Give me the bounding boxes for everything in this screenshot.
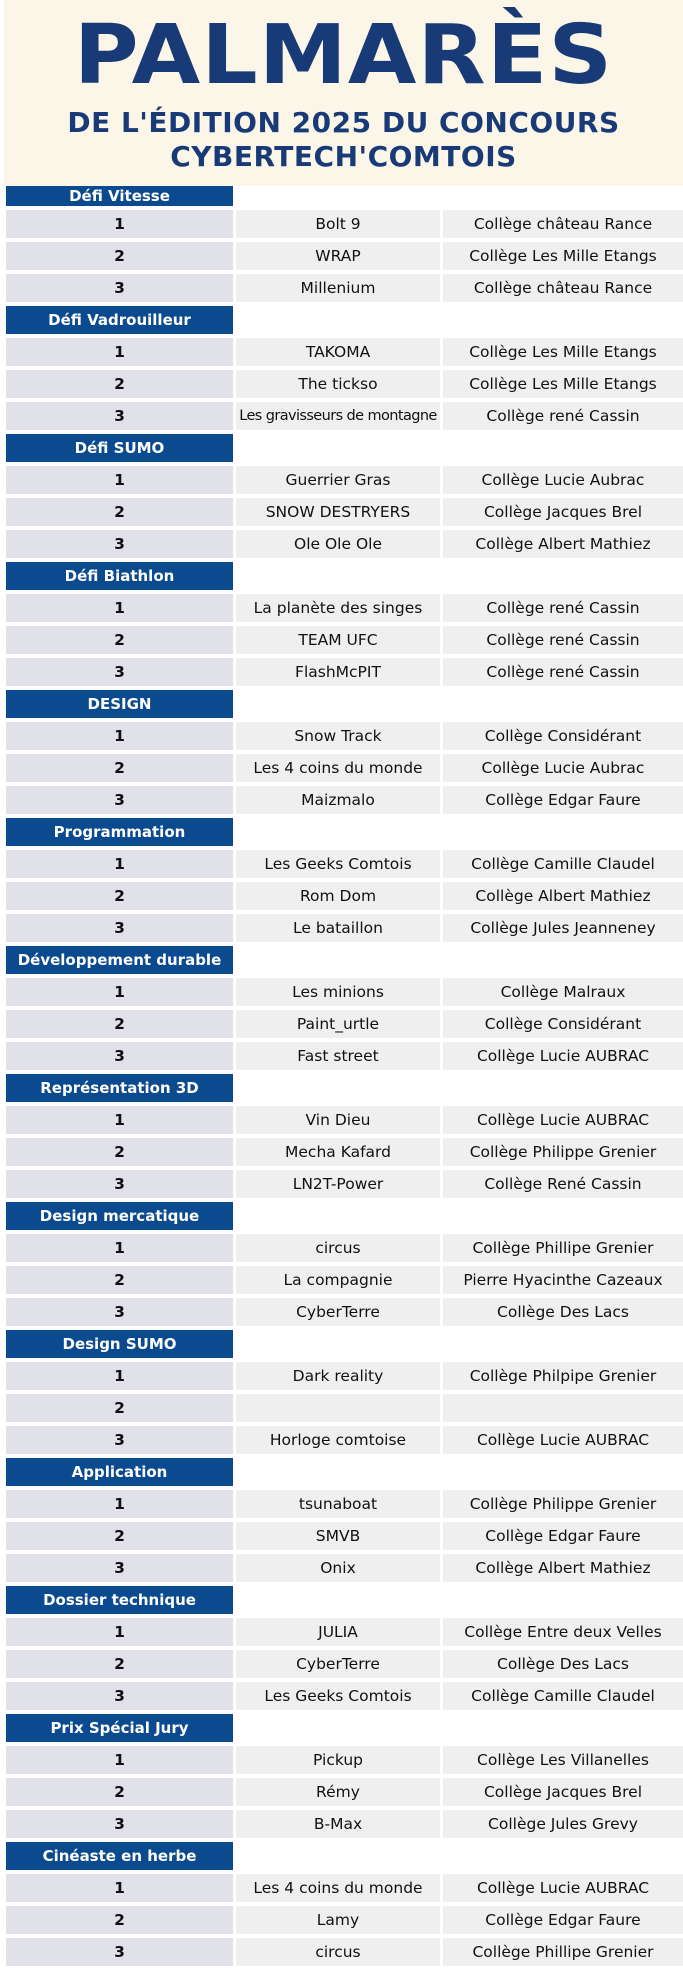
result-row bbox=[0, 338, 683, 370]
header-banner bbox=[4, 0, 683, 186]
rank-cell: 1 bbox=[6, 1234, 233, 1262]
result-row bbox=[0, 594, 683, 626]
result-row bbox=[0, 1650, 683, 1682]
result-row bbox=[0, 850, 683, 882]
category-header-row bbox=[0, 690, 683, 722]
rank-cell: 1 bbox=[6, 594, 233, 622]
rank-cell: 3 bbox=[6, 1810, 233, 1838]
rank-cell: 2 bbox=[6, 1906, 233, 1934]
rank-cell: 3 bbox=[6, 1682, 233, 1710]
category-header-row bbox=[0, 1074, 683, 1106]
team-cell: TEAM UFC bbox=[236, 626, 440, 654]
team-cell: CyberTerre bbox=[236, 1650, 440, 1678]
rank-cell: 2 bbox=[6, 1522, 233, 1550]
school-cell: Collège Phillipe Grenier bbox=[443, 1234, 683, 1262]
rank-cell: 1 bbox=[6, 338, 233, 366]
result-row bbox=[0, 498, 683, 530]
team-cell: Maizmalo bbox=[236, 786, 440, 814]
school-cell: Collège Jacques Brel bbox=[443, 1778, 683, 1806]
result-row bbox=[0, 658, 683, 690]
result-row bbox=[0, 530, 683, 562]
category-title: Cinéaste en herbe bbox=[6, 1842, 233, 1870]
rank-cell: 1 bbox=[6, 1106, 233, 1134]
category-title: DESIGN bbox=[6, 690, 233, 718]
result-row bbox=[0, 1234, 683, 1266]
result-row bbox=[0, 1394, 683, 1426]
school-cell: Collège rené Cassin bbox=[443, 402, 683, 430]
team-cell: Guerrier Gras bbox=[236, 466, 440, 494]
category-header-row bbox=[0, 434, 683, 466]
category-title: Dossier technique bbox=[6, 1586, 233, 1614]
result-row bbox=[0, 882, 683, 914]
category-header-row bbox=[0, 306, 683, 338]
team-cell: SMVB bbox=[236, 1522, 440, 1550]
category-title: Programmation bbox=[6, 818, 233, 846]
team-cell: FlashMcPIT bbox=[236, 658, 440, 686]
team-cell: Les 4 coins du monde bbox=[236, 1874, 440, 1902]
team-cell: TAKOMA bbox=[236, 338, 440, 366]
category-title: Application bbox=[6, 1458, 233, 1486]
category-header-row bbox=[0, 1458, 683, 1490]
team-cell: WRAP bbox=[236, 242, 440, 270]
rank-cell: 2 bbox=[6, 1010, 233, 1038]
result-row bbox=[0, 1554, 683, 1586]
rank-cell: 2 bbox=[6, 626, 233, 654]
school-cell: Collège Lucie Aubrac bbox=[443, 754, 683, 782]
rank-cell: 2 bbox=[6, 882, 233, 910]
team-cell: Onix bbox=[236, 1554, 440, 1582]
team-cell: Dark reality bbox=[236, 1362, 440, 1390]
rank-cell: 1 bbox=[6, 978, 233, 1006]
result-row bbox=[0, 1938, 683, 1970]
result-row bbox=[0, 914, 683, 946]
result-row bbox=[0, 1138, 683, 1170]
result-row bbox=[0, 274, 683, 306]
school-cell: Collège Jules Jeanneney bbox=[443, 914, 683, 942]
team-cell: Mecha Kafard bbox=[236, 1138, 440, 1166]
team-cell: tsunaboat bbox=[236, 1490, 440, 1518]
result-row bbox=[0, 1874, 683, 1906]
category-header-row bbox=[0, 946, 683, 978]
school-cell: Collège Les Mille Etangs bbox=[443, 242, 683, 270]
result-row bbox=[0, 1810, 683, 1842]
rank-cell: 2 bbox=[6, 754, 233, 782]
school-cell: Pierre Hyacinthe Cazeaux bbox=[443, 1266, 683, 1294]
rank-cell: 2 bbox=[6, 1650, 233, 1678]
category-header-row bbox=[0, 1202, 683, 1234]
result-row bbox=[0, 1170, 683, 1202]
rank-cell: 1 bbox=[6, 1490, 233, 1518]
team-cell: Rémy bbox=[236, 1778, 440, 1806]
rank-cell: 1 bbox=[6, 1618, 233, 1646]
school-cell: Collège Phillipe Grenier bbox=[443, 1938, 683, 1966]
team-cell: The tickso bbox=[236, 370, 440, 398]
school-cell: Collège Philippe Grenier bbox=[443, 1490, 683, 1518]
rank-cell: 2 bbox=[6, 1778, 233, 1806]
school-cell: Collège Albert Mathiez bbox=[443, 530, 683, 558]
category-title: Défi Vitesse bbox=[6, 186, 233, 206]
page-subtitle-line1: DE L'ÉDITION 2025 DU CONCOURS bbox=[67, 106, 620, 139]
result-row bbox=[0, 1010, 683, 1042]
team-cell: Pickup bbox=[236, 1746, 440, 1774]
result-row bbox=[0, 978, 683, 1010]
page-title: PALMARÈS bbox=[73, 8, 614, 103]
category-title: Développement durable bbox=[6, 946, 233, 974]
rank-cell: 1 bbox=[6, 1362, 233, 1390]
school-cell: Collège Lucie AUBRAC bbox=[443, 1874, 683, 1902]
rank-cell: 3 bbox=[6, 786, 233, 814]
school-cell: Collège Des Lacs bbox=[443, 1650, 683, 1678]
category-header-row bbox=[0, 1586, 683, 1618]
school-cell: Collège château Rance bbox=[443, 210, 683, 238]
team-cell: Horloge comtoise bbox=[236, 1426, 440, 1454]
team-cell: Vin Dieu bbox=[236, 1106, 440, 1134]
category-title: Défi Biathlon bbox=[6, 562, 233, 590]
result-row bbox=[0, 1618, 683, 1650]
rank-cell: 2 bbox=[6, 242, 233, 270]
team-cell: SNOW DESTRYERS bbox=[236, 498, 440, 526]
team-cell: Les gravisseurs de montagne bbox=[236, 402, 440, 430]
rank-cell: 3 bbox=[6, 658, 233, 686]
result-row bbox=[0, 722, 683, 754]
rank-cell: 1 bbox=[6, 466, 233, 494]
result-row bbox=[0, 1906, 683, 1938]
school-cell: Collège Des Lacs bbox=[443, 1298, 683, 1326]
team-cell: B-Max bbox=[236, 1810, 440, 1838]
result-row bbox=[0, 1266, 683, 1298]
school-cell: Collège Albert Mathiez bbox=[443, 1554, 683, 1582]
school-cell: Collège Jacques Brel bbox=[443, 498, 683, 526]
rank-cell: 3 bbox=[6, 1938, 233, 1966]
school-cell: Collège Les Villanelles bbox=[443, 1746, 683, 1774]
result-row bbox=[0, 370, 683, 402]
team-cell: Le bataillon bbox=[236, 914, 440, 942]
category-title: Défi SUMO bbox=[6, 434, 233, 462]
school-cell: Collège château Rance bbox=[443, 274, 683, 302]
team-cell: La planète des singes bbox=[236, 594, 440, 622]
result-row bbox=[0, 1746, 683, 1778]
school-cell: Collège Edgar Faure bbox=[443, 786, 683, 814]
school-cell: Collège Les Mille Etangs bbox=[443, 370, 683, 398]
school-cell: Collège Camille Claudel bbox=[443, 1682, 683, 1710]
result-row bbox=[0, 1362, 683, 1394]
team-cell bbox=[236, 1394, 440, 1422]
rank-cell: 2 bbox=[6, 498, 233, 526]
school-cell: Collège Entre deux Velles bbox=[443, 1618, 683, 1646]
result-row bbox=[0, 1778, 683, 1810]
school-cell: Collège Lucie AUBRAC bbox=[443, 1106, 683, 1134]
school-cell: Collège Malraux bbox=[443, 978, 683, 1006]
team-cell: circus bbox=[236, 1234, 440, 1262]
team-cell: Ole Ole Ole bbox=[236, 530, 440, 558]
result-row bbox=[0, 1426, 683, 1458]
category-header-row bbox=[0, 818, 683, 850]
team-cell: CyberTerre bbox=[236, 1298, 440, 1326]
result-row bbox=[0, 242, 683, 274]
category-title: Design mercatique bbox=[6, 1202, 233, 1230]
result-row bbox=[0, 402, 683, 434]
rank-cell: 3 bbox=[6, 914, 233, 942]
rank-cell: 3 bbox=[6, 1170, 233, 1198]
team-cell: Millenium bbox=[236, 274, 440, 302]
school-cell: Collège Philpipe Grenier bbox=[443, 1362, 683, 1390]
team-cell: Les 4 coins du monde bbox=[236, 754, 440, 782]
rank-cell: 1 bbox=[6, 210, 233, 238]
team-cell: Les Geeks Comtois bbox=[236, 1682, 440, 1710]
rank-cell: 2 bbox=[6, 370, 233, 398]
result-row bbox=[0, 1042, 683, 1074]
result-row bbox=[0, 1490, 683, 1522]
team-cell: JULIA bbox=[236, 1618, 440, 1646]
result-row bbox=[0, 1522, 683, 1554]
result-row bbox=[0, 786, 683, 818]
team-cell: Paint_urtle bbox=[236, 1010, 440, 1038]
rank-cell: 1 bbox=[6, 1746, 233, 1774]
team-cell: Les minions bbox=[236, 978, 440, 1006]
category-title: Design SUMO bbox=[6, 1330, 233, 1358]
team-cell: Lamy bbox=[236, 1906, 440, 1934]
category-header-row bbox=[0, 1842, 683, 1874]
team-cell: La compagnie bbox=[236, 1266, 440, 1294]
school-cell: Collège Albert Mathiez bbox=[443, 882, 683, 910]
rank-cell: 3 bbox=[6, 274, 233, 302]
team-cell: Bolt 9 bbox=[236, 210, 440, 238]
team-cell: Rom Dom bbox=[236, 882, 440, 910]
school-cell bbox=[443, 1394, 683, 1422]
rank-cell: 2 bbox=[6, 1138, 233, 1166]
category-title: Prix Spécial Jury bbox=[6, 1714, 233, 1742]
school-cell: Collège Lucie Aubrac bbox=[443, 466, 683, 494]
school-cell: Collège rené Cassin bbox=[443, 658, 683, 686]
team-cell: LN2T-Power bbox=[236, 1170, 440, 1198]
school-cell: Collège rené Cassin bbox=[443, 594, 683, 622]
team-cell: Les Geeks Comtois bbox=[236, 850, 440, 878]
rank-cell: 2 bbox=[6, 1266, 233, 1294]
category-header-row bbox=[0, 1714, 683, 1746]
school-cell: Collège Considérant bbox=[443, 1010, 683, 1038]
result-row bbox=[0, 1298, 683, 1330]
school-cell: Collège Edgar Faure bbox=[443, 1906, 683, 1934]
category-title: Défi Vadrouilleur bbox=[6, 306, 233, 334]
result-row bbox=[0, 466, 683, 498]
category-header-row bbox=[0, 1330, 683, 1362]
school-cell: Collège Jules Grevy bbox=[443, 1810, 683, 1838]
school-cell: Collège Philippe Grenier bbox=[443, 1138, 683, 1166]
rank-cell: 1 bbox=[6, 722, 233, 750]
category-header-row bbox=[0, 562, 683, 594]
result-row bbox=[0, 626, 683, 658]
result-row bbox=[0, 210, 683, 242]
rank-cell: 1 bbox=[6, 1874, 233, 1902]
school-cell: Collège Camille Claudel bbox=[443, 850, 683, 878]
school-cell: Collège Lucie AUBRAC bbox=[443, 1426, 683, 1454]
page-subtitle-line2: CYBERTECH'COMTOIS bbox=[170, 140, 517, 173]
team-cell: circus bbox=[236, 1938, 440, 1966]
school-cell: Collège Considérant bbox=[443, 722, 683, 750]
school-cell: Collège rené Cassin bbox=[443, 626, 683, 654]
rank-cell: 3 bbox=[6, 1298, 233, 1326]
rank-cell: 3 bbox=[6, 1042, 233, 1070]
rank-cell: 3 bbox=[6, 1426, 233, 1454]
category-title: Représentation 3D bbox=[6, 1074, 233, 1102]
team-cell: Snow Track bbox=[236, 722, 440, 750]
rank-cell: 3 bbox=[6, 402, 233, 430]
school-cell: Collège Lucie AUBRAC bbox=[443, 1042, 683, 1070]
team-cell: Fast street bbox=[236, 1042, 440, 1070]
rank-cell: 1 bbox=[6, 850, 233, 878]
rank-cell: 3 bbox=[6, 530, 233, 558]
school-cell: Collège Edgar Faure bbox=[443, 1522, 683, 1550]
school-cell: Collège René Cassin bbox=[443, 1170, 683, 1198]
rank-cell: 3 bbox=[6, 1554, 233, 1582]
result-row bbox=[0, 1106, 683, 1138]
result-row bbox=[0, 1682, 683, 1714]
school-cell: Collège Les Mille Etangs bbox=[443, 338, 683, 366]
rank-cell: 2 bbox=[6, 1394, 233, 1422]
result-row bbox=[0, 754, 683, 786]
